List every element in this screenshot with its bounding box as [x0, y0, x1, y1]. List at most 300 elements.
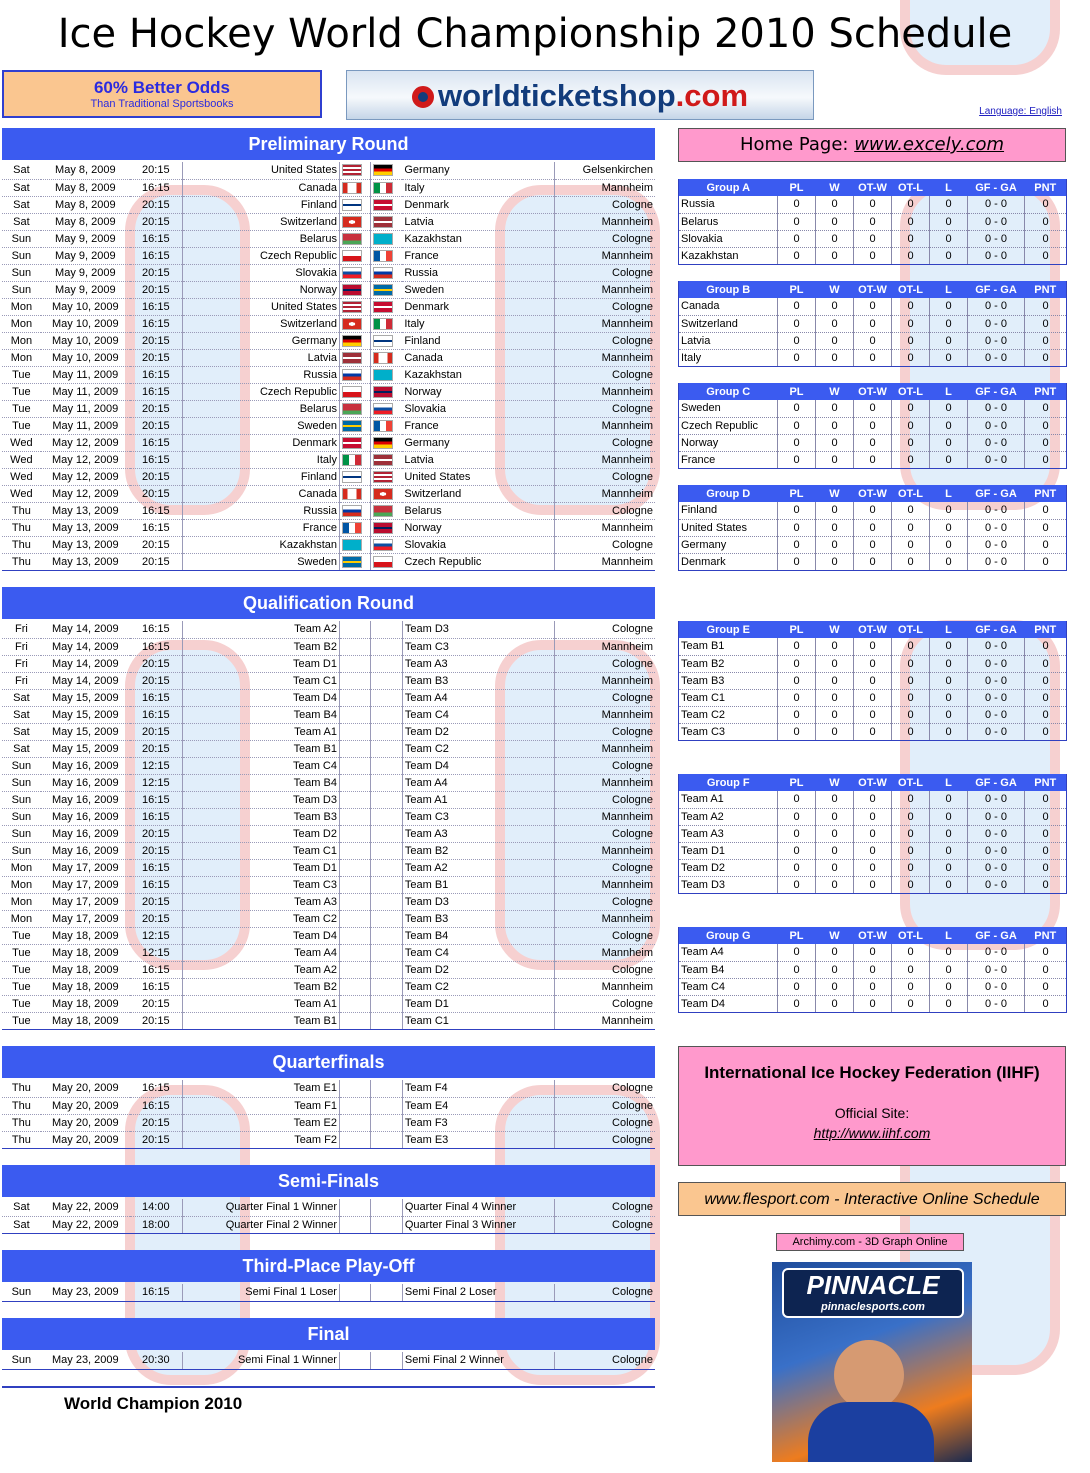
group-stat: 0 — [1025, 451, 1067, 468]
group-stat: 0 - 0 — [968, 978, 1025, 995]
group-column-header: L — [930, 927, 968, 944]
group-stat: 0 — [930, 672, 968, 689]
match-away-flag — [371, 179, 402, 196]
section-header: Third-Place Play-Off — [2, 1250, 655, 1282]
match-time: 16:15 — [130, 638, 182, 655]
group-stat: 0 — [816, 961, 854, 978]
flag-icon — [342, 556, 362, 568]
match-home-flag — [339, 451, 370, 468]
match-venue: Cologne — [554, 1284, 655, 1301]
match-day: Fri — [2, 655, 41, 672]
match-day: Mon — [2, 315, 41, 332]
group-row — [679, 638, 1067, 655]
flag-icon — [373, 369, 393, 381]
odds-ad[interactable] — [2, 70, 322, 118]
group-stat: 0 — [1025, 417, 1067, 434]
match-venue: Mannheim — [554, 876, 655, 893]
match-home-team: Team B2 — [182, 978, 339, 995]
group-stat: 0 — [816, 553, 854, 570]
flag-icon — [373, 318, 393, 330]
flag-icon — [342, 539, 362, 551]
flag-icon — [373, 488, 393, 500]
match-venue: Mannheim — [554, 1012, 655, 1029]
match-row — [2, 349, 655, 366]
match-home-flag — [339, 230, 370, 247]
match-home-flag — [339, 1131, 370, 1148]
group-stat: 0 — [892, 859, 930, 876]
flag-icon — [342, 335, 362, 347]
group-stat: 0 - 0 — [968, 655, 1025, 672]
match-venue: Cologne — [554, 434, 655, 451]
match-home-team: Team B1 — [182, 1012, 339, 1029]
flag-icon — [342, 437, 362, 449]
group-stat: 0 — [1025, 400, 1067, 417]
group-stat: 0 - 0 — [968, 315, 1025, 332]
group-stat: 0 - 0 — [968, 995, 1025, 1012]
group-stat: 0 — [816, 808, 854, 825]
group-team: United States — [679, 519, 778, 536]
match-home-team: Team B1 — [182, 740, 339, 757]
group-stat: 0 — [930, 961, 968, 978]
group-column-header: GF - GA — [968, 927, 1025, 944]
language-link[interactable]: Language: English — [979, 106, 1062, 117]
match-date: May 20, 2009 — [41, 1080, 130, 1097]
match-venue: Mannheim — [554, 740, 655, 757]
group-stat: 0 — [1025, 706, 1067, 723]
match-home-flag — [339, 757, 370, 774]
group-stat: 0 — [778, 706, 816, 723]
match-time: 16:15 — [130, 859, 182, 876]
match-day: Sun — [2, 230, 41, 247]
match-day: Sun — [2, 281, 41, 298]
group-stat: 0 — [892, 842, 930, 859]
match-home-flag — [339, 672, 370, 689]
match-away-team: Team D4 — [402, 757, 554, 774]
match-date: May 18, 2009 — [41, 961, 130, 978]
match-home-team: Team A1 — [182, 995, 339, 1012]
match-away-team: Germany — [402, 434, 554, 451]
group-stat: 0 — [892, 536, 930, 553]
group-stat: 0 — [816, 944, 854, 961]
match-day: Wed — [2, 451, 41, 468]
group-stat: 0 — [778, 978, 816, 995]
group-stat: 0 — [816, 689, 854, 706]
flag-icon — [373, 164, 393, 176]
match-home-flag — [339, 808, 370, 825]
match-row — [2, 1097, 655, 1114]
match-time: 20:15 — [130, 723, 182, 740]
group-stat: 0 — [854, 825, 892, 842]
match-away-team: Team C2 — [402, 740, 554, 757]
group-stat: 0 — [1025, 553, 1067, 570]
match-date: May 13, 2009 — [41, 502, 130, 519]
group-stat: 0 — [1025, 519, 1067, 536]
match-day: Sat — [2, 1216, 41, 1233]
match-row — [2, 1012, 655, 1029]
match-home-team: Team D4 — [182, 689, 339, 706]
group-row — [679, 434, 1067, 451]
group-table — [678, 774, 1067, 894]
match-away-flag — [371, 298, 402, 315]
match-row — [2, 791, 655, 808]
group-stat: 0 — [930, 723, 968, 740]
group-column-header: OT-W — [854, 179, 892, 196]
group-team: Russia — [679, 196, 778, 213]
group-stat: 0 — [892, 944, 930, 961]
match-home-flag — [339, 978, 370, 995]
flesport-link[interactable]: www.flesport.com - Interactive Online Schedule — [678, 1182, 1066, 1216]
group-stat: 0 — [778, 196, 816, 213]
group-column-header: GF - GA — [968, 281, 1025, 298]
match-day: Sat — [2, 179, 41, 196]
match-home-team: Team D2 — [182, 825, 339, 842]
group-team: Latvia — [679, 332, 778, 349]
group-stat: 0 — [778, 502, 816, 519]
group-stat: 0 — [892, 553, 930, 570]
group-stat: 0 — [1025, 638, 1067, 655]
match-date: May 9, 2009 — [41, 281, 130, 298]
match-home-flag — [339, 179, 370, 196]
group-stat: 0 — [930, 247, 968, 264]
match-home-flag — [339, 774, 370, 791]
group-stat: 0 — [816, 196, 854, 213]
group-stat: 0 - 0 — [968, 553, 1025, 570]
match-day: Sun — [2, 825, 41, 842]
schedule-table — [2, 162, 655, 571]
group-column-header: PL — [778, 281, 816, 298]
match-day: Thu — [2, 502, 41, 519]
group-stat: 0 — [778, 400, 816, 417]
group-stat: 0 — [1025, 213, 1067, 230]
group-stat: 0 - 0 — [968, 298, 1025, 315]
match-date: May 14, 2009 — [41, 638, 130, 655]
group-stat: 0 — [854, 808, 892, 825]
group-stat: 0 — [778, 349, 816, 366]
flag-icon — [373, 233, 393, 245]
match-away-team: Team C4 — [402, 944, 554, 961]
match-away-flag — [371, 791, 402, 808]
match-home-team: Belarus — [182, 230, 339, 247]
group-row — [679, 519, 1067, 536]
group-stat: 0 — [930, 995, 968, 1012]
match-home-team: Russia — [182, 502, 339, 519]
match-day: Fri — [2, 672, 41, 689]
match-away-flag — [371, 672, 402, 689]
group-stat: 0 — [930, 332, 968, 349]
group-name: Group F — [679, 774, 778, 791]
group-stat: 0 — [854, 315, 892, 332]
match-home-team: France — [182, 519, 339, 536]
group-column-header: GF - GA — [968, 621, 1025, 638]
match-row — [2, 995, 655, 1012]
match-home-flag — [339, 1199, 370, 1216]
match-home-team: Team A2 — [182, 961, 339, 978]
match-home-flag — [339, 995, 370, 1012]
group-row — [679, 944, 1067, 961]
match-time: 20:15 — [130, 400, 182, 417]
match-date: May 10, 2009 — [41, 298, 130, 315]
match-day: Thu — [2, 1131, 41, 1148]
match-time: 20:15 — [130, 213, 182, 230]
match-row — [2, 1352, 655, 1369]
group-stat: 0 — [892, 876, 930, 893]
match-home-team: Team C4 — [182, 757, 339, 774]
group-row — [679, 315, 1067, 332]
group-stat: 0 — [892, 349, 930, 366]
group-stat: 0 — [778, 519, 816, 536]
match-home-team: Italy — [182, 451, 339, 468]
match-row — [2, 247, 655, 264]
match-time: 20:15 — [130, 468, 182, 485]
match-time: 20:15 — [130, 332, 182, 349]
group-table — [678, 927, 1067, 1013]
group-column-header: PL — [778, 774, 816, 791]
match-home-flag — [339, 859, 370, 876]
match-venue: Gelsenkirchen — [554, 162, 655, 179]
group-stat: 0 — [854, 213, 892, 230]
match-date: May 17, 2009 — [41, 910, 130, 927]
match-venue: Mannheim — [554, 553, 655, 570]
flag-icon — [373, 182, 393, 194]
match-away-team: Team D2 — [402, 961, 554, 978]
group-stat: 0 — [854, 638, 892, 655]
group-column-header: PL — [778, 485, 816, 502]
group-stat: 0 — [892, 808, 930, 825]
group-stat: 0 — [778, 553, 816, 570]
match-time: 16:15 — [130, 1097, 182, 1114]
group-row — [679, 961, 1067, 978]
match-time: 20:15 — [130, 1012, 182, 1029]
group-stat: 0 — [930, 434, 968, 451]
match-away-flag — [371, 366, 402, 383]
iihf-box — [678, 1046, 1066, 1166]
flag-icon — [342, 420, 362, 432]
flag-icon — [373, 250, 393, 262]
group-stat: 0 — [854, 230, 892, 247]
match-date: May 20, 2009 — [41, 1114, 130, 1131]
match-time: 16:15 — [130, 706, 182, 723]
pinnacle-ad[interactable] — [772, 1262, 972, 1462]
match-away-team: Team A2 — [402, 859, 554, 876]
match-venue: Cologne — [554, 757, 655, 774]
group-stat: 0 — [892, 434, 930, 451]
banner-tld: .com — [675, 78, 749, 113]
group-stat: 0 — [930, 859, 968, 876]
group-stat: 0 — [854, 876, 892, 893]
match-away-flag — [371, 1114, 402, 1131]
match-date: May 12, 2009 — [41, 434, 130, 451]
schedule-table — [2, 1080, 655, 1149]
match-date: May 11, 2009 — [41, 417, 130, 434]
group-stat: 0 — [1025, 247, 1067, 264]
match-away-flag — [371, 417, 402, 434]
match-home-flag — [339, 502, 370, 519]
group-stat: 0 — [930, 451, 968, 468]
group-column-header: L — [930, 179, 968, 196]
match-home-team: United States — [182, 162, 339, 179]
match-away-flag — [371, 723, 402, 740]
match-day: Sat — [2, 196, 41, 213]
player-body-image — [808, 1402, 934, 1462]
group-stat: 0 — [854, 502, 892, 519]
section-header: Semi-Finals — [2, 1165, 655, 1197]
match-time: 16:15 — [130, 519, 182, 536]
group-stat: 0 - 0 — [968, 706, 1025, 723]
group-stat: 0 - 0 — [968, 519, 1025, 536]
match-away-team: France — [402, 247, 554, 264]
match-row — [2, 706, 655, 723]
match-date: May 23, 2009 — [41, 1284, 130, 1301]
flag-icon — [373, 284, 393, 296]
match-away-flag — [371, 740, 402, 757]
match-day: Sat — [2, 213, 41, 230]
match-venue: Mannheim — [554, 349, 655, 366]
match-away-flag — [371, 485, 402, 502]
match-away-flag — [371, 281, 402, 298]
match-home-team: United States — [182, 298, 339, 315]
match-home-flag — [339, 366, 370, 383]
match-time: 20:15 — [130, 825, 182, 842]
match-venue: Mannheim — [554, 315, 655, 332]
group-stat: 0 — [816, 995, 854, 1012]
group-stat: 0 — [930, 842, 968, 859]
group-stat: 0 — [816, 247, 854, 264]
match-time: 20:15 — [130, 1131, 182, 1148]
match-day: Sat — [2, 689, 41, 706]
group-row — [679, 298, 1067, 315]
match-venue: Cologne — [554, 536, 655, 553]
match-row — [2, 485, 655, 502]
match-date: May 14, 2009 — [41, 672, 130, 689]
group-stat: 0 - 0 — [968, 842, 1025, 859]
match-time: 20:15 — [130, 995, 182, 1012]
match-venue: Mannheim — [554, 638, 655, 655]
match-date: May 11, 2009 — [41, 383, 130, 400]
match-venue: Mannheim — [554, 383, 655, 400]
match-home-flag — [339, 723, 370, 740]
group-stat: 0 — [930, 808, 968, 825]
match-away-team: Team B1 — [402, 876, 554, 893]
group-stat: 0 — [816, 315, 854, 332]
group-team: Belarus — [679, 213, 778, 230]
pinnacle-logo — [782, 1268, 964, 1318]
archimy-link[interactable]: Archimy.com - 3D Graph Online — [776, 1233, 964, 1251]
match-date: May 8, 2009 — [41, 196, 130, 213]
match-home-team: Team B2 — [182, 638, 339, 655]
match-venue: Cologne — [554, 230, 655, 247]
group-stat: 0 - 0 — [968, 689, 1025, 706]
iihf-link[interactable]: http://www.iihf.com — [813, 1125, 931, 1141]
group-stat: 0 - 0 — [968, 349, 1025, 366]
group-name: Group A — [679, 179, 778, 196]
group-stat: 0 — [930, 553, 968, 570]
match-home-flag — [339, 791, 370, 808]
group-row — [679, 808, 1067, 825]
match-time: 20:15 — [130, 1114, 182, 1131]
group-stat: 0 — [930, 791, 968, 808]
flag-icon — [342, 164, 362, 176]
section-header: Quarterfinals — [2, 1046, 655, 1078]
flag-icon — [342, 284, 362, 296]
group-stat: 0 — [892, 638, 930, 655]
group-stat: 0 — [1025, 315, 1067, 332]
match-away-team: Team F4 — [402, 1080, 554, 1097]
group-column-header: GF - GA — [968, 383, 1025, 400]
match-away-team: Finland — [402, 332, 554, 349]
match-home-team: Germany — [182, 332, 339, 349]
group-row — [679, 536, 1067, 553]
match-away-team: Slovakia — [402, 400, 554, 417]
match-home-team: Kazakhstan — [182, 536, 339, 553]
match-home-team: Denmark — [182, 434, 339, 451]
group-stat: 0 — [854, 978, 892, 995]
schedule-table — [2, 621, 655, 1030]
match-row — [2, 1080, 655, 1097]
match-away-flag — [371, 383, 402, 400]
match-home-flag — [339, 961, 370, 978]
match-away-team: Team C4 — [402, 706, 554, 723]
group-stat: 0 — [892, 332, 930, 349]
match-time: 16:15 — [130, 621, 182, 638]
home-link[interactable]: www.excely.com — [854, 134, 1005, 155]
match-away-team: Team C2 — [402, 978, 554, 995]
match-venue: Cologne — [554, 196, 655, 213]
group-stat: 0 - 0 — [968, 434, 1025, 451]
match-away-flag — [371, 638, 402, 655]
match-home-flag — [339, 1097, 370, 1114]
group-row — [679, 553, 1067, 570]
match-away-team: Belarus — [402, 502, 554, 519]
match-date: May 23, 2009 — [41, 1352, 130, 1369]
group-stat: 0 — [1025, 672, 1067, 689]
match-row — [2, 451, 655, 468]
match-row — [2, 1284, 655, 1301]
match-row — [2, 434, 655, 451]
match-away-flag — [371, 995, 402, 1012]
match-away-flag — [371, 927, 402, 944]
match-day: Thu — [2, 536, 41, 553]
match-time: 20:15 — [130, 893, 182, 910]
match-home-team: Canada — [182, 485, 339, 502]
group-team: Team B1 — [679, 638, 778, 655]
match-date: May 16, 2009 — [41, 757, 130, 774]
group-stat: 0 — [892, 655, 930, 672]
group-column-header: PL — [778, 383, 816, 400]
group-row — [679, 672, 1067, 689]
match-away-team: Latvia — [402, 451, 554, 468]
group-team: Team A2 — [679, 808, 778, 825]
match-venue: Cologne — [554, 332, 655, 349]
match-away-flag — [371, 1284, 402, 1301]
group-stat: 0 — [892, 400, 930, 417]
group-stat: 0 — [930, 536, 968, 553]
group-stat: 0 — [778, 944, 816, 961]
group-stat: 0 — [778, 825, 816, 842]
match-row — [2, 910, 655, 927]
group-stat: 0 — [816, 417, 854, 434]
match-away-team: Italy — [402, 315, 554, 332]
match-home-team: Finland — [182, 196, 339, 213]
group-stat: 0 — [854, 196, 892, 213]
group-stat: 0 — [930, 196, 968, 213]
match-home-team: Team A2 — [182, 621, 339, 638]
worldticketshop-banner[interactable] — [346, 70, 814, 120]
group-row — [679, 213, 1067, 230]
group-stat: 0 — [816, 638, 854, 655]
match-away-flag — [371, 162, 402, 179]
group-stat: 0 — [892, 298, 930, 315]
flag-icon — [373, 352, 393, 364]
